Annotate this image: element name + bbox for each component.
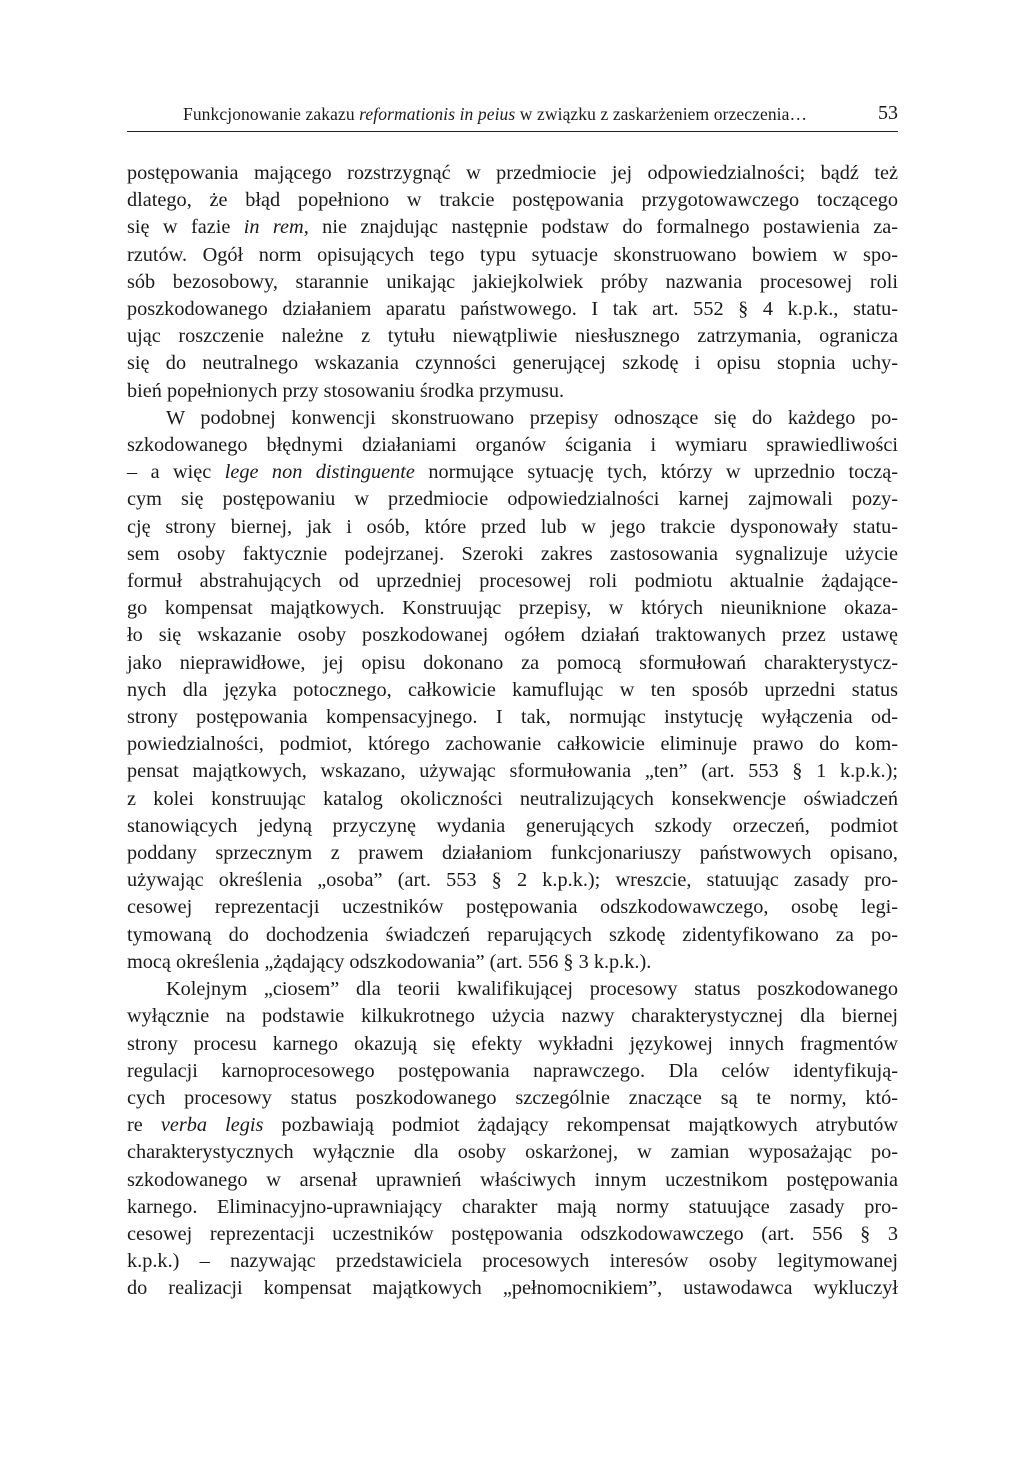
text-run: sem osoby faktycznie podejrzanej. Szeroki zakres zastosowania sygnalizuje użycie	[127, 542, 898, 565]
text-line	[127, 405, 898, 432]
text-line	[127, 1003, 898, 1030]
text-run: sób bezosobowy, starannie unikając jakiejkolwiek próby nazwania procesowej roli	[127, 270, 898, 293]
text-line	[127, 432, 898, 459]
text-run: jako nieprawidłowe, jej opisu dokonano za pomocą sformułowań charakterystycz-	[127, 651, 898, 674]
text-line	[127, 758, 898, 785]
text-line	[127, 867, 898, 894]
text-run: strony postępowania kompensacyjnego. I tak, normując instytucję wyłączenia od-	[127, 706, 898, 729]
text-line	[127, 568, 898, 595]
text-run: ło się wskazanie osoby poszkodowanej ogółem działań traktowanych przez ustawę	[127, 624, 898, 647]
text-run: się do neutralnego wskazania czynności generującej szkodę i opisu stopnia uchy-	[127, 352, 898, 375]
text-run: tymowaną do dochodzenia świadczeń reparujących szkodę zidentyfikowano za po-	[127, 923, 898, 946]
page-number: 53	[878, 102, 898, 124]
text-run: nych dla języka potocznego, całkowicie kamuflując w ten sposób uprzedni status	[127, 678, 898, 701]
text-line	[127, 350, 898, 377]
text-run: cym się postępowaniu w przedmiocie odpowiedzialności karnej zajmowali pozy-	[127, 488, 898, 511]
text-line	[127, 1112, 898, 1139]
text-run: do realizacji kompensat majątkowych „pełnomocnikiem”, ustawodawca wykluczył	[127, 1277, 898, 1300]
text-run: karnego. Eliminacyjno-uprawniający charakter mają normy statuujące zasady pro-	[127, 1195, 898, 1218]
text-run: rzutów. Ogół norm opisujących tego typu sytuacje skonstruowano bowiem w spo-	[127, 243, 898, 266]
text-run: poszkodowanego działaniem aparatu państwowego. I tak art. 552 § 4 k.p.k., statu-	[127, 298, 898, 321]
text-line	[127, 160, 898, 187]
text-line	[127, 704, 898, 731]
header-title	[183, 104, 807, 125]
text-line	[127, 650, 898, 677]
text-line	[127, 677, 898, 704]
text-run: – a więc	[127, 461, 225, 484]
header-title-part: Funkcjonowanie zakazu	[183, 104, 360, 124]
text-line	[127, 1221, 898, 1248]
text-run: ując roszczenie należne z tytułu niewątpliwie niesłusznego zatrzymania, ogranicza	[127, 325, 898, 348]
text-line	[127, 514, 898, 541]
text-line	[127, 378, 898, 405]
text-run: pozbawiają podmiot żądający rekompensat majątkowych atrybutów	[263, 1114, 898, 1137]
text-line	[127, 731, 898, 758]
text-line	[127, 486, 898, 513]
text-run: strony procesu karnego okazują się efekty wykładni językowej innych fragmentów	[127, 1032, 898, 1055]
text-line	[127, 595, 898, 622]
text-line	[127, 269, 898, 296]
text-line	[127, 1167, 898, 1194]
text-line	[127, 1085, 898, 1112]
text-run: poddany sprzecznym z prawem działaniom funkcjonariuszy państwowych opisano,	[127, 842, 898, 865]
text-run: charakterystycznych wyłącznie dla osoby oskarżonej, w zamian wyposażając po-	[127, 1141, 898, 1164]
text-line	[127, 622, 898, 649]
text-run: k.p.k.) – nazywając przedstawiciela procesowych interesów osoby legitymowanej	[127, 1250, 898, 1273]
text-line	[127, 1275, 898, 1302]
text-run: W podobnej konwencji skonstruowano przepisy odnoszące się do każdego po-	[166, 406, 898, 429]
text-run: dlatego, że błąd popełniono w trakcie postępowania przygotowawczego toczącego	[127, 189, 898, 212]
text-line	[127, 1248, 898, 1275]
text-line	[127, 840, 898, 867]
text-line	[127, 813, 898, 840]
text-line	[127, 922, 898, 949]
text-run: cesowej reprezentacji uczestników postępowania odszkodowawczego, osobę legi-	[127, 896, 898, 919]
text-run: Kolejnym „ciosem” dla teorii kwalifikującej procesowy status poszkodowanego	[166, 978, 898, 1001]
text-run: cesowej reprezentacji uczestników postępowania odszkodowawczego (art. 556 § 3	[127, 1222, 898, 1245]
text-line	[127, 541, 898, 568]
text-run: cych procesowy status poszkodowanego szczególnie znaczące są te normy, któ-	[127, 1086, 898, 1109]
text-line	[127, 949, 898, 976]
running-header	[127, 102, 898, 132]
text-run: go kompensat majątkowych. Konstruując przepisy, w których nieuniknione okaza-	[127, 597, 898, 620]
text-run: postępowania mającego rozstrzygnąć w przedmiocie jej odpowiedzialności; bądź też	[127, 162, 898, 184]
italic-phrase: in rem	[243, 216, 304, 239]
body-text	[127, 160, 898, 1303]
text-run: cję strony biernej, jak i osób, które przed lub w jego trakcie dysponowały statu-	[127, 515, 898, 538]
text-run: regulacji karnoprocesowego postępowania naprawczego. Dla celów identyfikują-	[127, 1059, 898, 1082]
text-run: stanowiących jedyną przyczynę wydania generujących szkody orzeczeń, podmiot	[127, 814, 898, 837]
text-line	[127, 323, 898, 350]
text-line	[127, 214, 898, 241]
text-run: szkodowanego błędnymi działaniami organów ścigania i wymiaru sprawiedliwości	[127, 434, 898, 457]
text-run: formuł abstrahujących od uprzedniej procesowej roli podmiotu aktualnie żądające-	[127, 570, 898, 593]
text-line	[127, 894, 898, 921]
header-title-part: w związku z zaskarżeniem orzeczenia…	[515, 104, 808, 124]
text-run: wyłącznie na podstawie kilkukrotnego użycia nazwy charakterystycznej dla biernej	[127, 1005, 898, 1028]
text-line	[127, 1031, 898, 1058]
text-line	[127, 459, 898, 486]
italic-phrase: lege non distinguente	[224, 461, 415, 484]
text-line	[127, 1058, 898, 1085]
text-run: normujące sytuację tych, którzy w uprzednio toczą-	[414, 461, 899, 484]
text-run: szkodowanego w arsenał uprawnień właściwych innym uczestnikom postępowania	[127, 1168, 898, 1191]
text-run: pensat majątkowych, wskazano, używając sformułowania „ten” (art. 553 § 1 k.p.k.);	[127, 760, 898, 783]
text-run: się w fazie	[127, 216, 244, 239]
text-line	[127, 1139, 898, 1166]
text-run: re	[127, 1114, 161, 1137]
paragraph	[127, 160, 898, 405]
text-line	[127, 1194, 898, 1221]
text-run: powiedzialności, podmiot, którego zachowanie całkowicie eliminuje prawo do kom-	[127, 733, 898, 756]
italic-phrase: verba legis	[160, 1114, 264, 1137]
text-run: , nie znajdując następnie podstaw do formalnego postawienia za-	[303, 216, 898, 239]
paragraph	[127, 976, 898, 1302]
header-title-italic: reformationis in peius	[359, 104, 516, 124]
text-line	[127, 786, 898, 813]
text-run: bień popełnionych przy stosowaniu środka przymusu.	[127, 379, 565, 402]
text-line	[127, 242, 898, 269]
text-line	[127, 296, 898, 323]
text-run: mocą określenia „żądający odszkodowania” (art. 556 § 3 k.p.k.).	[127, 950, 652, 973]
paragraph	[127, 405, 898, 976]
text-run: z kolei konstruując katalog okoliczności neutralizujących konsekwencje oświadczeń	[127, 787, 898, 810]
text-line	[127, 187, 898, 214]
text-run: używając określenia „osoba” (art. 553 § 2 k.p.k.); wreszcie, statuując zasady pro-	[127, 869, 898, 892]
text-line	[127, 976, 898, 1003]
